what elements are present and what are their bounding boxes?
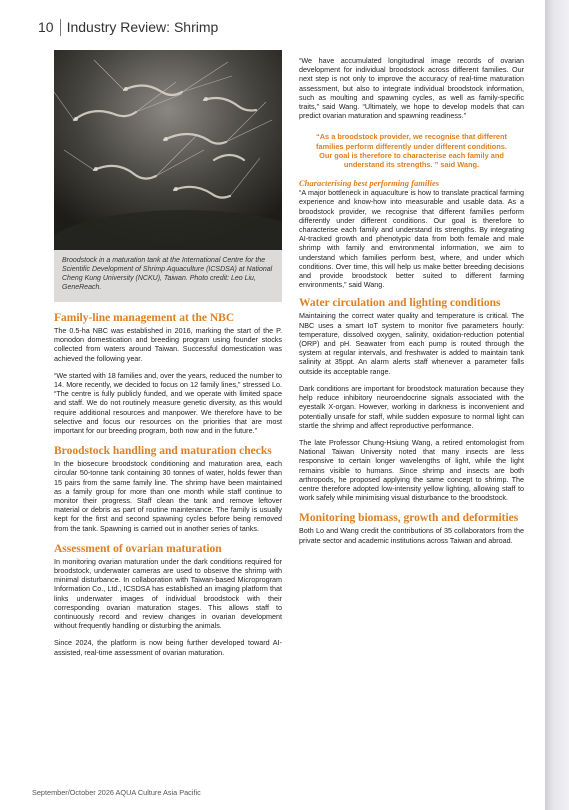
paragraph: The late Professor Chung-Hsiung Wang, a retired entomologist from National Taiwan University noted that many insects are less responsive to certain longer wavelengths of light, while the light remains visible to humans. Since shrimp and insects are both arthropods, he proposed applying the same concept to shrimp. The centre therefore adopted low-intensity yellow lighting, allowing staff to work safely while minimising visual disturbance to the broodstock. (299, 437, 524, 503)
photo-caption: Broodstock in a maturation tank at the International Centre for the Scientific Development of Shrimp Aquaculture (ICSDSA) at National Cheng Kung University (NCKU), Taiwan. Photo credit: Leo Liu, GeneReach. (54, 250, 282, 302)
next-page-edge (545, 0, 569, 810)
page-number: 10 (38, 19, 54, 35)
heading-broodstock-handling: Broodstock handling and maturation checks (54, 445, 272, 458)
paragraph: Dark conditions are important for broodstock maturation because they help reduce inhibitory neuroendocrine signals associated with the eyestalk X-organ. However, working in darkness is inconvenient and potentially unsafe for staff, while sudden exposure to normal light can startle the shrimp and affect reproductive performance. (299, 383, 524, 430)
left-column (54, 50, 282, 657)
heading-water-lighting: Water circulation and lighting conditions (299, 297, 501, 310)
page-footer: September/October 2026 AQUA Culture Asia Pacific (32, 788, 201, 797)
shrimp-photo (54, 50, 282, 250)
section-title: Industry Review: Shrimp (66, 19, 219, 35)
shrimp-tank-illustration (54, 50, 282, 250)
pull-quote: “As a broodstock provider, we recognise that different families perform differently under different conditions. Our goal is therefore to characterise each family and understand its strengths. ” said Wang. (316, 132, 507, 170)
paragraph: Maintaining the correct water quality and temperature is critical. The NBC uses a smart IoT system to monitor five parameters hourly: temperature, dissolved oxygen, salinity, oxidation-reduction potential (ORP) and pH. Seawater from each pump is routed through the system at regular intervals, and freshwater is added to maintain tank salinity at 35ppt. An alarm alerts staff whenever a parameter falls outside its acceptable range. (299, 311, 524, 376)
heading-family-line: Family-line management at the NBC (54, 312, 235, 324)
paragraph: In monitoring ovarian maturation under the dark conditions required for broodstock, underwater cameras are used to observe the shrimp with minimal disturbance. In collaboration with Taiwan-based Microprogram Information Co., Ltd., ICSDSA has established an imaging platform that links underwater images of individual broodstock with their corresponding ovarian maturation stages. This allows staff to continuously record and review changes in ovarian development without frequently handling or disturbing the animals. (54, 556, 282, 631)
heading-ovarian-assessment: Assessment of ovarian maturation (54, 542, 222, 555)
paragraph: “A major bottleneck in aquaculture is how to translate practical farming experience and know-how into measurable and usable data. As a broodstock provider, we recognise that different families perform differently under different conditions. Our goal is therefore to characterise each family and understand its strengths. By integrating AI-tracked growth and phenotypic data from both female and male shrimp with family and environmental information, we aim to understand which families perform best, where, and under which conditions. Over time, this will help us make better breeding decisions and provide broodstock better suited to different farming environments,” said Wang. (299, 188, 524, 290)
heading-monitoring-biomass: Monitoring biomass, growth and deformities (299, 512, 519, 525)
paragraph: In the biosecure broodstock conditioning and maturation area, each circular 50-tonne tank containing 30 tonnes of water, holds fewer than 15 pairs from the same family line. The shrimp have been maintained as a family group for more than one month while staff continue to monitor their progress. Staff clean the tank and remove leftover material or debris as part of routine maintenance. The family is usually kept for the first and second spawning cycles before being removed from the tank. Spawning is carried out in another series of tanks. (54, 459, 282, 533)
paragraph: Both Lo and Wang credit the contributions of 35 collaborators from the private sector and academic institutions across Taiwan and abroad. (299, 526, 524, 545)
paragraph: “We started with 18 families and, over the years, reduced the number to 14. More recently, we decided to focus on 12 family lines,” stressed Lo. “The centre is fully publicly funded, and we operate with limited space and staff. We do not routinely measure genetic diversity, as this would require additional resources and manpower. We therefore have to be selective and focus our resources on the priorities that are most important for our breeding program, both now and in the future.” (54, 370, 282, 436)
page-header (38, 17, 218, 37)
header-divider (60, 19, 61, 36)
right-column (299, 50, 524, 545)
paragraph: Since 2024, the platform is now being further developed toward AI-assisted, real-time assessment of ovarian maturation. (54, 638, 282, 657)
paragraph: The 0.5-ha NBC was established in 2016, marking the start of the P. monodon domestication and breeding program using founder stocks collected from waters around Taiwan. Successful domestication was achieved the following year. (54, 326, 282, 363)
paragraph: “We have accumulated longitudinal image records of ovarian development for individual broodstock across different families. Our next step is not only to improve the accuracy of real-time maturation assessment, but also to integrate individual broodstock information, such as moulting and spawning cycles, as well as family-specific traits,” said Wang. “Ultimately, we hope to develop models that can predict ovarian maturation and spawning readiness.” (299, 56, 524, 121)
subheading-best-families: Characterising best performing families (299, 178, 440, 189)
